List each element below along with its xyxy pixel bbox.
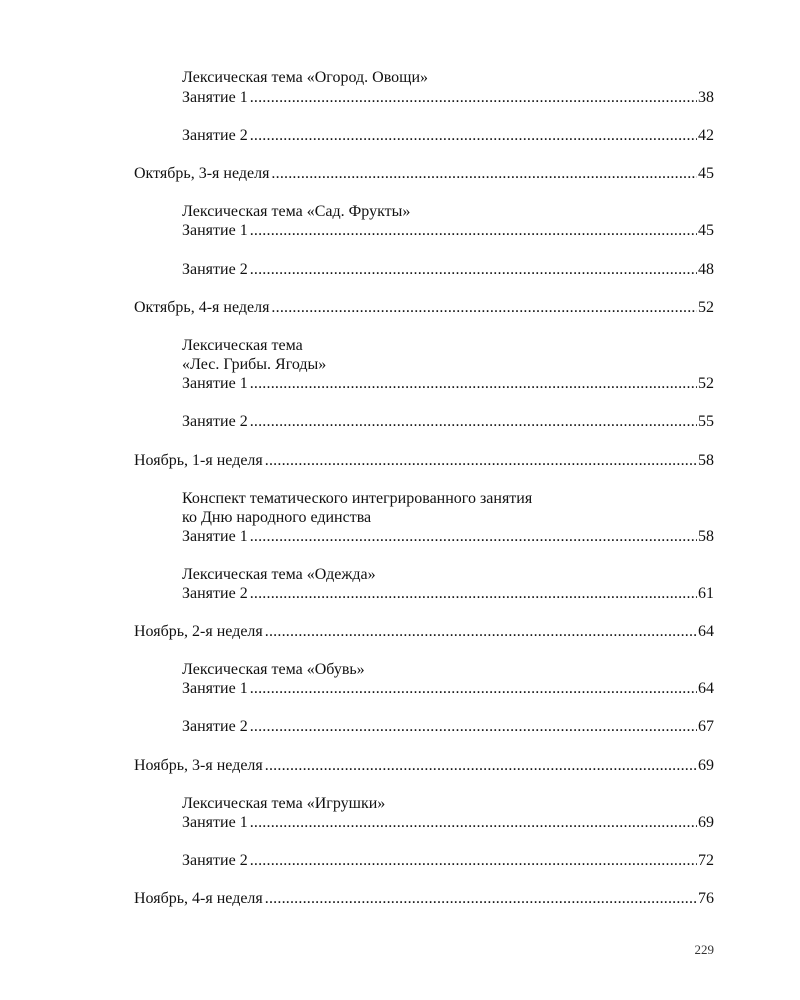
toc-entry-lesson[interactable] xyxy=(182,584,714,604)
entry-page-number: 76 xyxy=(698,890,714,907)
dot-leader xyxy=(265,889,697,909)
entry-title: Занятие 1 xyxy=(182,222,248,239)
entry-page-number: 45 xyxy=(698,165,714,182)
entry-page-number: 61 xyxy=(698,585,714,602)
toc-entry-lesson[interactable] xyxy=(182,412,714,432)
entry-page-number: 45 xyxy=(698,222,714,239)
entry-page-number: 67 xyxy=(698,718,714,735)
entry-page-number: 58 xyxy=(698,528,714,545)
dot-leader xyxy=(271,164,697,184)
dot-leader xyxy=(250,527,697,547)
dot-leader xyxy=(250,851,697,871)
entry-title: Ноябрь, 2-я неделя xyxy=(134,623,263,640)
entry-title: Занятие 2 xyxy=(182,413,248,430)
entry-title: Занятие 1 xyxy=(182,680,248,697)
entry-page-number: 55 xyxy=(698,413,714,430)
entry-title: Занятие 1 xyxy=(182,814,248,831)
entry-page-number: 52 xyxy=(698,375,714,392)
entry-title: Занятие 2 xyxy=(182,261,248,278)
dot-leader xyxy=(250,813,697,833)
dot-leader xyxy=(250,88,697,108)
entry-page-number: 58 xyxy=(698,452,714,469)
entry-page-number: 52 xyxy=(698,299,714,316)
entry-page-number: 72 xyxy=(698,852,714,869)
topic-heading: Лексическая тема «Обувь» xyxy=(182,661,365,678)
toc-entry-lesson[interactable] xyxy=(182,717,714,737)
dot-leader xyxy=(265,451,697,471)
entry-page-number: 64 xyxy=(698,680,714,697)
toc-entry-lesson[interactable] xyxy=(182,527,714,547)
toc-entry-lesson[interactable] xyxy=(182,851,714,871)
dot-leader xyxy=(250,717,697,737)
entry-title: Ноябрь, 1-я неделя xyxy=(134,452,263,469)
dot-leader xyxy=(250,679,697,699)
dot-leader xyxy=(250,584,697,604)
topic-heading: Лексическая тема «Огород. Овощи» xyxy=(182,69,429,86)
dot-leader xyxy=(271,298,697,318)
toc-entry-week[interactable] xyxy=(134,622,714,642)
toc-entry-week[interactable] xyxy=(134,889,714,909)
toc-entry-lesson[interactable] xyxy=(182,679,714,699)
topic-heading: Лексическая тема «Одежда» xyxy=(182,566,376,583)
entry-page-number: 69 xyxy=(698,814,714,831)
topic-heading: Конспект тематического интегрированного занятия xyxy=(182,490,533,507)
toc-entry-lesson[interactable] xyxy=(182,88,714,108)
toc-entry-week[interactable] xyxy=(134,298,714,318)
dot-leader xyxy=(265,622,697,642)
toc-entry-lesson[interactable] xyxy=(182,126,714,146)
toc-entry-lesson[interactable] xyxy=(182,260,714,280)
toc-entry-lesson[interactable] xyxy=(182,813,714,833)
dot-leader xyxy=(250,126,697,146)
entry-title: Занятие 2 xyxy=(182,852,248,869)
dot-leader xyxy=(250,260,697,280)
entry-title: Ноябрь, 4-я неделя xyxy=(134,890,263,907)
entry-title: Октябрь, 4-я неделя xyxy=(134,299,270,316)
topic-heading: Лексическая тема xyxy=(182,337,303,354)
topic-heading: Лексическая тема «Сад. Фрукты» xyxy=(182,203,411,220)
page-number: 229 xyxy=(694,942,714,957)
entry-page-number: 48 xyxy=(698,261,714,278)
entry-title: Занятие 2 xyxy=(182,718,248,735)
toc-entry-lesson[interactable] xyxy=(182,374,714,394)
dot-leader xyxy=(265,756,697,776)
toc-entry-week[interactable] xyxy=(134,164,714,184)
entry-page-number: 69 xyxy=(698,757,714,774)
dot-leader xyxy=(250,412,697,432)
entry-title: Занятие 1 xyxy=(182,89,248,106)
entry-page-number: 42 xyxy=(698,127,714,144)
toc-entry-week[interactable] xyxy=(134,756,714,776)
dot-leader xyxy=(250,374,697,394)
dot-leader xyxy=(250,221,697,241)
topic-heading-cont: «Лес. Грибы. Ягоды» xyxy=(182,356,327,373)
topic-heading: Лексическая тема «Игрушки» xyxy=(182,795,386,812)
entry-title: Занятие 1 xyxy=(182,375,248,392)
entry-page-number: 64 xyxy=(698,623,714,640)
entry-title: Ноябрь, 3-я неделя xyxy=(134,757,263,774)
topic-heading-cont: ко Дню народного единства xyxy=(182,509,372,526)
entry-title: Занятие 2 xyxy=(182,127,248,144)
entry-title: Занятие 2 xyxy=(182,585,248,602)
entry-page-number: 38 xyxy=(698,89,714,106)
entry-title: Занятие 1 xyxy=(182,528,248,545)
toc-entry-lesson[interactable] xyxy=(182,221,714,241)
toc-entry-week[interactable] xyxy=(134,451,714,471)
entry-title: Октябрь, 3-я неделя xyxy=(134,165,270,182)
